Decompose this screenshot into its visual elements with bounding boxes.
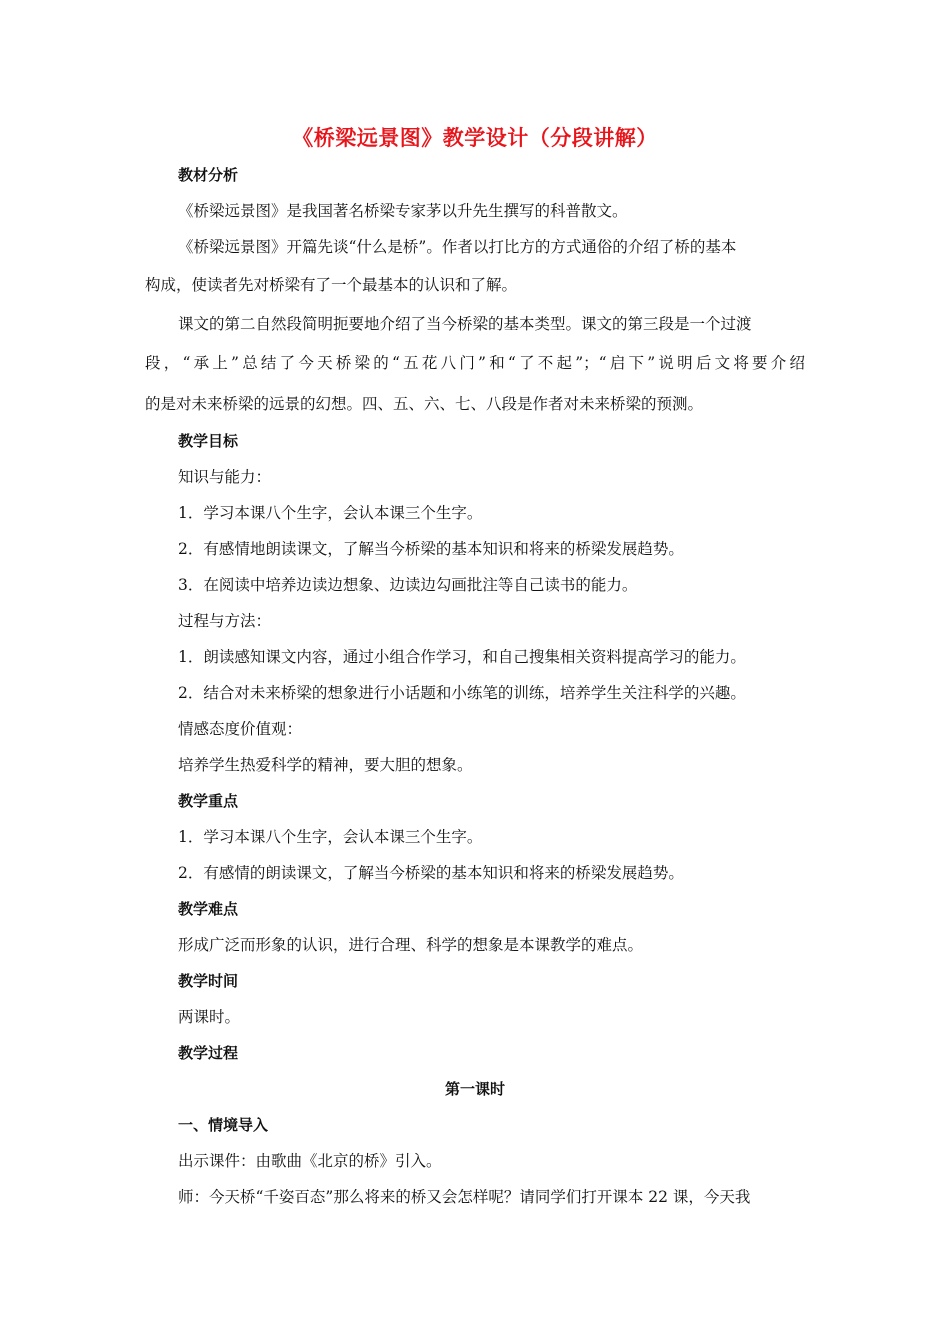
goal-subheading: 情感态度价值观：: [178, 720, 303, 738]
paragraph-line: 《桥梁远景图》开篇先谈“什么是桥”。作者以打比方的方式通俗的介绍了桥的基本: [178, 238, 737, 256]
heading-analysis: 教材分析: [178, 166, 239, 184]
paragraph-line: 课文的第二自然段简明扼要地介绍了当今桥梁的基本类型。课文的第三段是一个过渡: [178, 315, 752, 333]
heading-process: 教学过程: [178, 1044, 239, 1062]
heading-goals: 教学目标: [178, 432, 239, 450]
list-item: 3．在阅读中培养边读边想象、边读边勾画批注等自己读书的能力。: [178, 576, 638, 594]
goal-subheading: 知识与能力：: [178, 468, 272, 486]
paragraph: 出示课件：由歌曲《北京的桥》引入。: [178, 1152, 442, 1170]
list-item: 1．朗读感知课文内容，通过小组合作学习，和自己搜集相关资料提高学习的能力。: [178, 648, 746, 666]
paragraph-line: 的是对未来桥梁的远景的幻想。四、五、六、七、八段是作者对未来桥梁的预测。: [145, 395, 704, 413]
paragraph: 两课时。: [178, 1008, 241, 1026]
paragraph: 《桥梁远景图》是我国著名桥梁专家茅以升先生撰写的科普散文。: [178, 202, 628, 220]
paragraph: 形成广泛而形象的认识，进行合理、科学的想象是本课教学的难点。: [178, 936, 644, 954]
list-item: 2．有感情地朗读课文，了解当今桥梁的基本知识和将来的桥梁发展趋势。: [178, 540, 684, 558]
goal-subheading: 过程与方法：: [178, 612, 272, 630]
document-title: 《桥梁远景图》教学设计（分段讲解）: [292, 126, 658, 150]
heading-key-points: 教学重点: [178, 792, 239, 810]
list-item: 1．学习本课八个生字，会认本课三个生字。: [178, 828, 483, 846]
lesson-title: 第一课时: [444, 1080, 505, 1098]
list-item: 1．学习本课八个生字，会认本课三个生字。: [178, 504, 483, 522]
step-heading: 一、情境导入: [178, 1116, 269, 1134]
heading-difficulty: 教学难点: [178, 900, 239, 918]
list-item: 2．有感情的朗读课文，了解当今桥梁的基本知识和将来的桥梁发展趋势。: [178, 864, 684, 882]
paragraph-line: 师：今天桥“千姿百态”那么将来的桥又会怎样呢？请同学们打开课本 22 课，今天我: [178, 1188, 751, 1206]
paragraph-line: 构成，使读者先对桥梁有了一个最基本的认识和了解。: [145, 276, 518, 294]
list-item: 2．结合对未来桥梁的想象进行小话题和小练笔的训练，培养学生关注科学的兴趣。: [178, 684, 746, 702]
heading-time: 教学时间: [178, 972, 239, 990]
paragraph: 培养学生热爱科学的精神，要大胆的想象。: [178, 756, 473, 774]
paragraph-line: 段，“承上”总结了今天桥梁的“五花八门”和“了不起”；“启下”说明后文将要介绍: [145, 354, 805, 372]
